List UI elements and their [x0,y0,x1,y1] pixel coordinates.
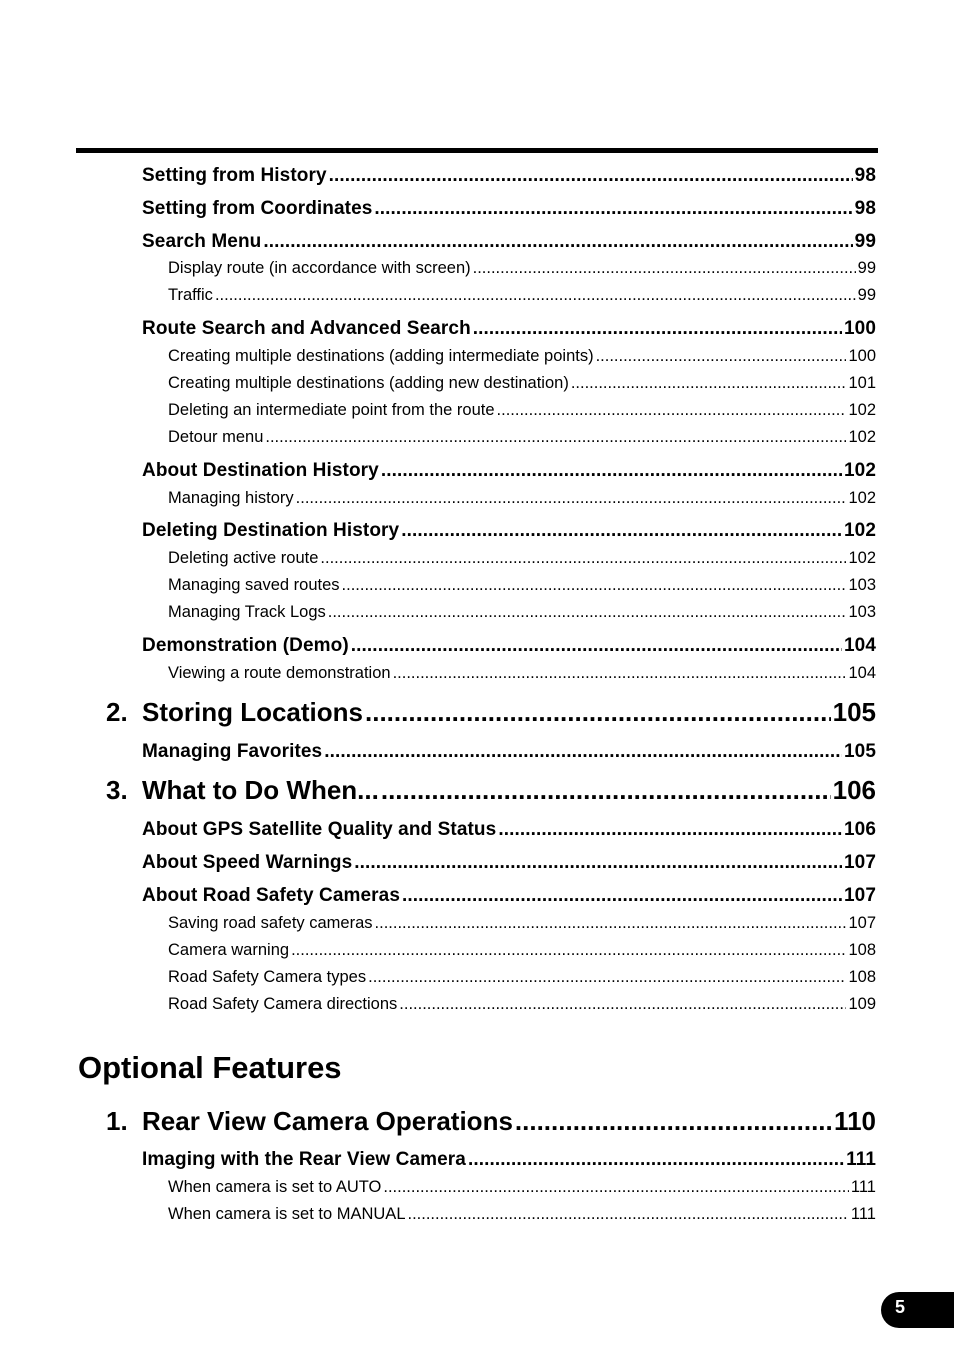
chapter-page: 110 [834,1106,876,1136]
toc-subentry[interactable] [168,968,876,987]
entry-page: 108 [848,968,876,986]
entry-page: 102 [843,520,876,541]
dot-leader [393,664,847,683]
dot-leader [320,549,846,568]
entry-title: Detour menu [168,428,264,446]
entry-title: Managing saved routes [168,576,340,594]
dot-leader [291,941,846,960]
entry-page: 101 [848,374,876,392]
section-heading: Optional Features [78,1050,342,1085]
entry-page: 99 [857,259,876,277]
toc-subentry[interactable] [168,664,876,683]
dot-leader [351,635,842,657]
dot-leader [402,885,842,907]
dot-leader [328,603,847,622]
toc-entry[interactable] [142,741,876,763]
entry-title: Managing history [168,489,294,507]
chapter-page: 106 [832,775,876,805]
chapter-title: What to Do When... [142,775,379,805]
entry-page: 102 [848,401,876,419]
dot-leader [497,401,847,420]
dot-leader [374,198,852,220]
dot-leader [329,165,853,187]
toc-entry[interactable] [142,852,876,874]
toc-subentry[interactable] [168,286,876,305]
dot-leader [468,1149,844,1171]
dot-leader [498,819,842,841]
toc-entry[interactable] [142,165,876,187]
dot-leader [365,697,831,728]
entry-title: Route Search and Advanced Search [142,318,471,339]
toc-subentry[interactable] [168,1178,876,1197]
chapter-number: 2. [106,697,128,727]
entry-title: Display route (in accordance with screen) [168,259,471,277]
toc-entry[interactable] [142,231,876,253]
chapter-page: 105 [832,697,876,727]
entry-page: 103 [848,576,876,594]
dot-leader [383,1178,849,1197]
page-number-badge: 5 [881,1292,954,1328]
dot-leader [375,914,847,933]
entry-page: 104 [848,664,876,682]
dot-leader [324,741,842,763]
entry-page: 107 [843,852,876,873]
toc-subentry[interactable] [168,941,876,960]
entry-page: 104 [843,635,876,656]
entry-page: 99 [857,286,876,304]
toc-subentry[interactable] [168,914,876,933]
toc-entry[interactable] [142,1149,876,1171]
chapter-title: Rear View Camera Operations [142,1106,513,1136]
entry-page: 111 [850,1205,876,1223]
entry-page: 105 [843,741,876,762]
entry-title: Road Safety Camera directions [168,995,398,1013]
chapter-title: Storing Locations [142,697,363,727]
entry-title: Traffic [168,286,213,304]
chapter-number: 1. [106,1106,128,1136]
entry-title: Creating multiple destinations (adding new destination) [168,374,569,392]
header-rule [76,148,878,153]
entry-title: Deleting active route [168,549,319,567]
dot-leader [401,520,842,542]
entry-page: 98 [854,165,876,186]
entry-title: About Destination History [142,460,379,481]
toc-subentry[interactable] [168,401,876,420]
toc-subentry[interactable] [168,347,876,366]
dot-leader [215,286,856,305]
dot-leader [381,775,831,806]
entry-page: 102 [843,460,876,481]
chapter-number: 3. [106,775,128,805]
entry-title: Viewing a route demonstration [168,664,391,682]
entry-title: About Speed Warnings [142,852,353,873]
dot-leader [296,489,847,508]
entry-title: Imaging with the Rear View Camera [142,1149,466,1170]
toc-subentry[interactable] [168,489,876,508]
entry-page: 111 [850,1178,876,1196]
dot-leader [473,259,856,278]
toc-entry[interactable] [142,318,876,340]
toc-subentry[interactable] [168,428,876,447]
entry-title: Saving road safety cameras [168,914,373,932]
entry-title: Road Safety Camera types [168,968,367,986]
entry-title: Search Menu [142,231,262,252]
toc-entry[interactable] [142,819,876,841]
toc-subentry[interactable] [168,259,876,278]
entry-title: When camera is set to AUTO [168,1178,382,1196]
dot-leader [571,374,847,393]
dot-leader [368,968,846,987]
toc-entry[interactable] [142,635,876,657]
toc-entry[interactable] [142,198,876,220]
toc-chapter[interactable] [106,775,876,806]
toc-subentry[interactable] [168,576,876,595]
toc-entry[interactable] [142,460,876,482]
entry-title: When camera is set to MANUAL [168,1205,406,1223]
entry-title: Camera warning [168,941,290,959]
dot-leader [473,318,842,340]
entry-title: Setting from History [142,165,327,186]
toc-entry[interactable] [142,885,876,907]
dot-leader [399,995,846,1014]
entry-page: 106 [843,819,876,840]
entry-page: 99 [854,231,876,252]
entry-title: Managing Track Logs [168,603,326,621]
entry-title: Setting from Coordinates [142,198,373,219]
toc-subentry[interactable] [168,1205,876,1224]
dot-leader [381,460,842,482]
toc-subentry[interactable] [168,603,876,622]
toc-subentry[interactable] [168,549,876,568]
dot-leader [596,347,847,366]
entry-title: Deleting Destination History [142,520,400,541]
toc-subentry[interactable] [168,374,876,393]
dot-leader [263,231,852,253]
entry-title: Deleting an intermediate point from the route [168,401,495,419]
entry-page: 100 [848,347,876,365]
entry-page: 103 [848,603,876,621]
entry-title: Managing Favorites [142,741,323,762]
dot-leader [408,1205,849,1224]
dot-leader [515,1106,832,1137]
toc-subentry[interactable] [168,995,876,1014]
entry-page: 111 [846,1149,876,1170]
toc-chapter[interactable] [106,1106,876,1137]
dot-leader [265,428,846,447]
entry-page: 102 [848,489,876,507]
dot-leader [342,576,847,595]
entry-title: Creating multiple destinations (adding intermediate points) [168,347,594,365]
entry-page: 100 [843,318,876,339]
entry-page: 108 [848,941,876,959]
entry-title: About Road Safety Cameras [142,885,401,906]
toc-chapter[interactable] [106,697,876,728]
entry-page: 109 [848,995,876,1013]
toc-entry[interactable] [142,520,876,542]
entry-page: 107 [843,885,876,906]
entry-page: 107 [848,914,876,932]
entry-page: 102 [848,428,876,446]
entry-page: 98 [854,198,876,219]
dot-leader [354,852,842,874]
entry-page: 102 [848,549,876,567]
entry-title: Demonstration (Demo) [142,635,349,656]
entry-title: About GPS Satellite Quality and Status [142,819,497,840]
